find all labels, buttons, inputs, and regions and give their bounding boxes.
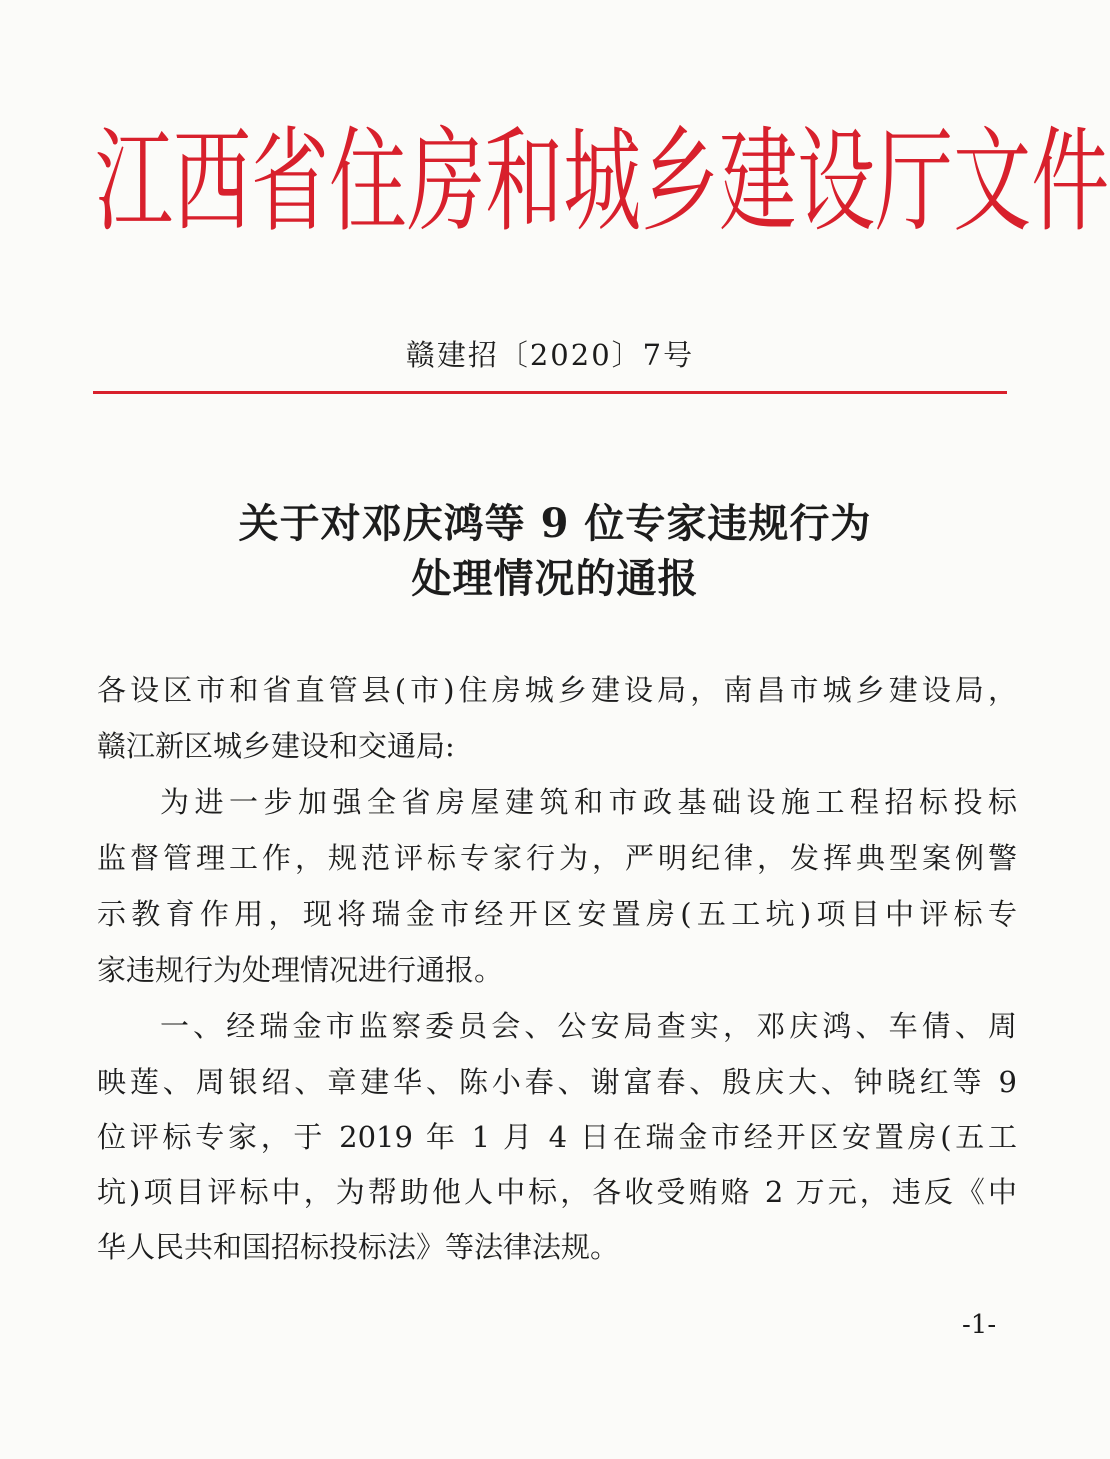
- body-line: 位评标专家，于 2019 年 1 月 4 日在瑞金市经开区安置房(五工: [97, 1120, 1017, 1154]
- header-title-char: 房: [407, 117, 486, 249]
- body-line: 赣江新区城乡建设和交通局:: [97, 729, 455, 763]
- header-title-char: 城: [563, 117, 642, 249]
- header-title-char: 和: [485, 117, 564, 249]
- red-divider: [93, 391, 1007, 394]
- body-line: 华人民共和国招标投标法》等法律法规。: [97, 1230, 620, 1264]
- header-title-char: 住: [329, 117, 408, 249]
- page-number: -1-: [962, 1310, 997, 1340]
- header-title-char: 件: [1031, 117, 1110, 249]
- document-number: 赣建招〔2020〕7号: [405, 338, 695, 372]
- body-line: 示教育作用，现将瑞金市经开区安置房(五工坑)项目中评标专: [97, 897, 1017, 931]
- header-title-char: 设: [797, 117, 876, 249]
- header-title-char: 文: [953, 117, 1032, 249]
- body-line: 映莲、周银绍、章建华、陈小春、谢富春、殷庆大、钟晓红等 9: [97, 1065, 1017, 1099]
- header-title-char: 省: [251, 117, 330, 249]
- header-title-char: 乡: [641, 117, 720, 249]
- document-header-title: [95, 117, 1110, 249]
- body-line: 为进一步加强全省房屋建筑和市政基础设施工程招标投标: [160, 785, 1017, 819]
- header-title-char: 厅: [875, 117, 954, 249]
- header-title-char: 江: [95, 117, 174, 249]
- notice-title-line-1: 关于对邓庆鸿等 9 位专家违规行为: [238, 500, 872, 547]
- header-title-char: 西: [173, 117, 252, 249]
- notice-title-line-2: 处理情况的通报: [411, 555, 699, 602]
- body-line: 各设区市和省直管县(市)住房城乡建设局，南昌市城乡建设局，: [97, 673, 1017, 707]
- body-line: 家违规行为处理情况进行通报。: [97, 953, 504, 987]
- body-line: 监督管理工作，规范评标专家行为，严明纪律，发挥典型案例警: [97, 841, 1017, 875]
- header-title-char: 建: [719, 117, 798, 249]
- body-line: 一、经瑞金市监察委员会、公安局查实，邓庆鸿、车倩、周: [160, 1009, 1017, 1043]
- body-line: 坑)项目评标中，为帮助他人中标，各收受贿赂 2 万元，违反《中: [97, 1175, 1017, 1209]
